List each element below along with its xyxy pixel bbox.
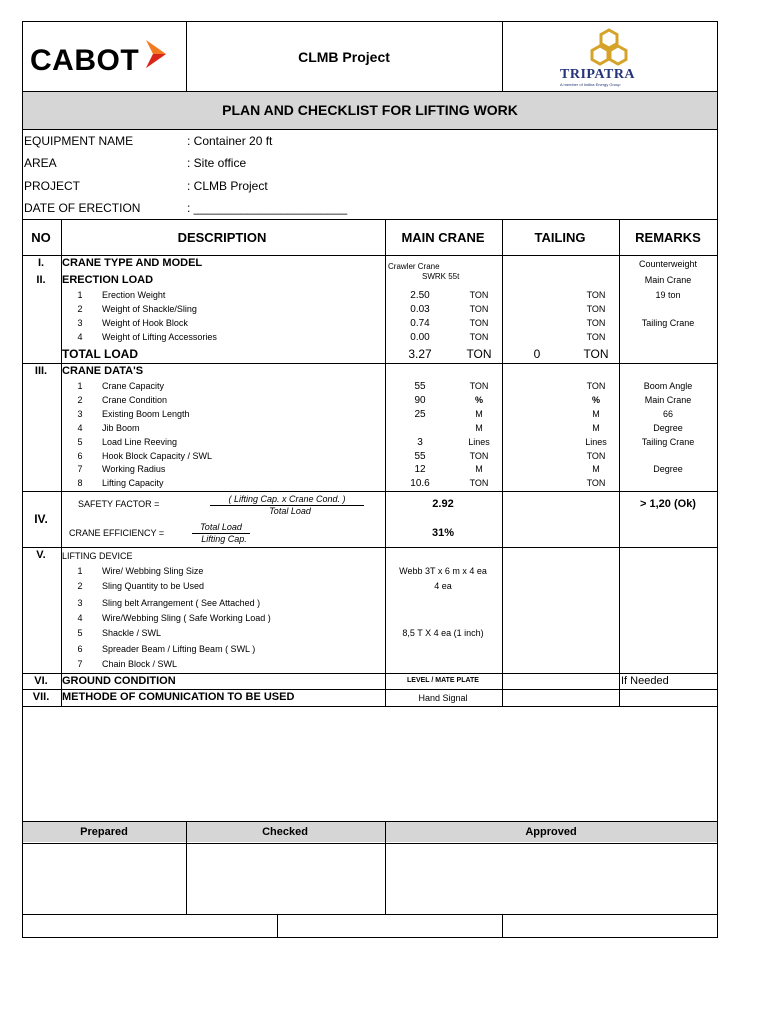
tripatra-wordmark: TRIPATRA bbox=[560, 67, 636, 82]
project-title: CLMB Project bbox=[298, 49, 390, 65]
tailing-unit: TON bbox=[586, 290, 606, 300]
info-value: : _______________________ bbox=[187, 201, 348, 215]
remark-text: Boom Angle bbox=[643, 381, 693, 391]
tailing-unit: TON bbox=[586, 332, 606, 342]
info-value: : Container 20 ft bbox=[187, 134, 273, 148]
main-unit: TON bbox=[469, 318, 489, 328]
tailing-unit: TON bbox=[586, 381, 606, 391]
row-number: 3 bbox=[77, 318, 83, 328]
section-number: IV. bbox=[34, 512, 48, 526]
tailing-unit: M bbox=[592, 464, 600, 474]
tailing-unit: TON bbox=[586, 304, 606, 314]
main-value: 25 bbox=[414, 409, 426, 420]
row-description: Working Radius bbox=[102, 464, 166, 474]
doc-title: PLAN AND CHECKLIST FOR LIFTING WORK bbox=[222, 102, 518, 118]
crane-efficiency-label: CRANE EFFICIENCY = bbox=[69, 528, 165, 538]
info-label: DATE OF ERECTION bbox=[24, 201, 141, 215]
remark-text: Main Crane bbox=[644, 275, 692, 285]
main-value: 0.74 bbox=[410, 318, 430, 329]
info-label: EQUIPMENT NAME bbox=[24, 134, 134, 148]
remark-text: 19 ton bbox=[655, 290, 681, 300]
section-number: III. bbox=[34, 365, 48, 377]
tailing-total-value: 0 bbox=[533, 347, 541, 361]
main-value: 0.00 bbox=[410, 332, 430, 343]
main-unit: TON bbox=[469, 290, 489, 300]
row-description: Erection Weight bbox=[102, 290, 166, 300]
row-number: 1 bbox=[77, 381, 83, 391]
main-value: 3 bbox=[417, 437, 423, 448]
row-number: 4 bbox=[77, 423, 83, 433]
row-number: 1 bbox=[77, 566, 83, 576]
signoff-approved-label: Approved bbox=[525, 826, 577, 838]
row-number: 4 bbox=[77, 613, 83, 623]
row-number: 7 bbox=[77, 659, 83, 669]
tailing-unit: M bbox=[592, 409, 600, 419]
row-number: 5 bbox=[77, 628, 83, 638]
main-crane-type: Crawler Crane bbox=[388, 262, 440, 271]
tailing-unit: TON bbox=[586, 451, 606, 461]
main-value: 2.50 bbox=[410, 290, 430, 301]
main-value: 90 bbox=[414, 395, 426, 406]
main-value: 4 ea bbox=[434, 581, 452, 591]
row-number: 6 bbox=[77, 644, 83, 654]
crane-efficiency-denominator: Lifting Cap. bbox=[201, 534, 247, 544]
tripatra-logo bbox=[550, 26, 670, 90]
main-value: 55 bbox=[414, 381, 426, 392]
main-value: 10.6 bbox=[410, 478, 430, 489]
main-crane-model: SWRK 55t bbox=[422, 272, 460, 281]
main-unit: TON bbox=[469, 332, 489, 342]
section-number: I. bbox=[37, 257, 45, 269]
section-title: CRANE TYPE AND MODEL bbox=[62, 257, 203, 269]
row-number: 2 bbox=[77, 395, 83, 405]
main-unit: TON bbox=[469, 381, 489, 391]
tripatra-hexagon-icon bbox=[584, 28, 634, 66]
column-header-no: NO bbox=[31, 230, 51, 245]
total-load-label: TOTAL LOAD bbox=[62, 347, 138, 361]
row-description: Weight of Shackle/Sling bbox=[102, 304, 197, 314]
safety-factor-label: SAFETY FACTOR = bbox=[78, 499, 160, 509]
column-header-main-crane: MAIN CRANE bbox=[401, 230, 485, 245]
section-title: CRANE DATA'S bbox=[62, 365, 144, 377]
section-title: GROUND CONDITION bbox=[62, 675, 176, 687]
safety-factor-value: 2.92 bbox=[432, 498, 454, 510]
main-unit: Lines bbox=[468, 437, 490, 447]
row-number: 6 bbox=[77, 451, 83, 461]
section-number: VII. bbox=[32, 691, 50, 703]
row-description: Lifting Capacity bbox=[102, 478, 164, 488]
row-description: Spreader Beam / Lifting Beam ( SWL ) bbox=[102, 644, 256, 654]
cabot-arrow-icon bbox=[142, 38, 170, 70]
safety-factor-denominator: Total Load bbox=[269, 506, 311, 516]
ground-condition-remark: If Needed bbox=[621, 675, 669, 687]
row-number: 5 bbox=[77, 437, 83, 447]
row-description: Hook Block Capacity / SWL bbox=[102, 451, 213, 461]
row-description: Load Line Reeving bbox=[102, 437, 178, 447]
row-description: Crane Capacity bbox=[102, 381, 165, 391]
safety-factor-numerator: ( Lifting Cap. x Crane Cond. ) bbox=[228, 494, 346, 504]
main-unit: M bbox=[475, 423, 483, 433]
section-number: II. bbox=[36, 274, 46, 286]
row-number: 1 bbox=[77, 290, 83, 300]
main-value: 12 bbox=[414, 464, 426, 475]
row-description: Chain Block / SWL bbox=[102, 659, 178, 669]
row-description: Weight of Lifting Accessories bbox=[102, 332, 217, 342]
row-description: Wire/ Webbing Sling Size bbox=[102, 566, 204, 576]
row-description: Wire/Webbing Sling ( Safe Working Load ) bbox=[102, 613, 271, 623]
main-unit: TON bbox=[469, 478, 489, 488]
row-description: Jib Boom bbox=[102, 423, 140, 433]
tailing-unit: TON bbox=[586, 478, 606, 488]
section-title: LIFTING DEVICE bbox=[62, 551, 133, 561]
ground-condition-value: LEVEL / MATE PLATE bbox=[407, 677, 479, 684]
main-unit: M bbox=[475, 464, 483, 474]
total-load-unit: TON bbox=[466, 347, 492, 361]
main-value: 8,5 T X 4 ea (1 inch) bbox=[402, 628, 484, 638]
crane-efficiency-value: 31% bbox=[431, 527, 455, 539]
main-value: 55 bbox=[414, 451, 426, 462]
column-header-remarks: REMARKS bbox=[635, 230, 701, 245]
safety-factor-remark: > 1,20 (Ok) bbox=[640, 498, 696, 510]
row-description: Shackle / SWL bbox=[102, 628, 162, 638]
tailing-unit: Lines bbox=[585, 437, 607, 447]
cabot-logo-text: CABOT bbox=[30, 44, 140, 77]
row-number: 3 bbox=[77, 598, 83, 608]
row-description: Crane Condition bbox=[102, 395, 168, 405]
info-value: : Site office bbox=[187, 156, 247, 170]
signoff-checked-label: Checked bbox=[262, 826, 308, 838]
info-label: PROJECT bbox=[24, 179, 81, 193]
remark-text: Degree bbox=[653, 464, 683, 474]
tailing-unit: M bbox=[592, 423, 600, 433]
tailing-unit: % bbox=[591, 395, 601, 405]
row-number: 4 bbox=[77, 332, 83, 342]
main-value: Webb 3T x 6 m x 4 ea bbox=[399, 566, 487, 576]
communication-value: Hand Signal bbox=[418, 693, 468, 703]
cabot-logo bbox=[30, 38, 175, 80]
main-unit: % bbox=[474, 395, 484, 405]
remark-text: Tailing Crane bbox=[641, 437, 695, 447]
section-number: VI. bbox=[34, 675, 48, 687]
section-title: METHODE OF COMUNICATION TO BE USED bbox=[62, 691, 295, 703]
column-header-description: DESCRIPTION bbox=[177, 230, 267, 245]
remark-text: Degree bbox=[653, 423, 683, 433]
row-number: 2 bbox=[77, 304, 83, 314]
row-number: 8 bbox=[77, 478, 83, 488]
main-value: 0.03 bbox=[410, 304, 430, 315]
column-header-tailing: TAILING bbox=[534, 230, 586, 245]
crane-efficiency-numerator: Total Load bbox=[200, 522, 242, 532]
remark-text: 66 bbox=[662, 409, 674, 419]
tailing-total-unit: TON bbox=[583, 347, 609, 361]
section-title: ERECTION LOAD bbox=[62, 274, 154, 286]
row-description: Sling belt Arrangement ( See Attached ) bbox=[102, 598, 261, 608]
main-unit: TON bbox=[469, 451, 489, 461]
row-number: 2 bbox=[77, 581, 83, 591]
remark-text: Main Crane bbox=[644, 395, 692, 405]
remark-text: Tailing Crane bbox=[641, 318, 695, 328]
signoff-prepared-label: Prepared bbox=[80, 826, 128, 838]
info-label: AREA bbox=[24, 156, 57, 170]
row-description: Weight of Hook Block bbox=[102, 318, 188, 328]
main-unit: TON bbox=[469, 304, 489, 314]
main-unit: M bbox=[475, 409, 483, 419]
row-description: Sling Quantity to be Used bbox=[102, 581, 205, 591]
tailing-unit: TON bbox=[586, 318, 606, 328]
tripatra-tagline: A member of Indika Energy Group bbox=[560, 82, 621, 87]
row-number: 7 bbox=[77, 464, 83, 474]
row-number: 3 bbox=[77, 409, 83, 419]
info-value: : CLMB Project bbox=[187, 179, 268, 193]
row-description: Existing Boom Length bbox=[102, 409, 190, 419]
remark-text: Counterweight bbox=[638, 259, 698, 269]
section-number: V. bbox=[36, 549, 46, 561]
total-load-value: 3.27 bbox=[408, 347, 432, 361]
